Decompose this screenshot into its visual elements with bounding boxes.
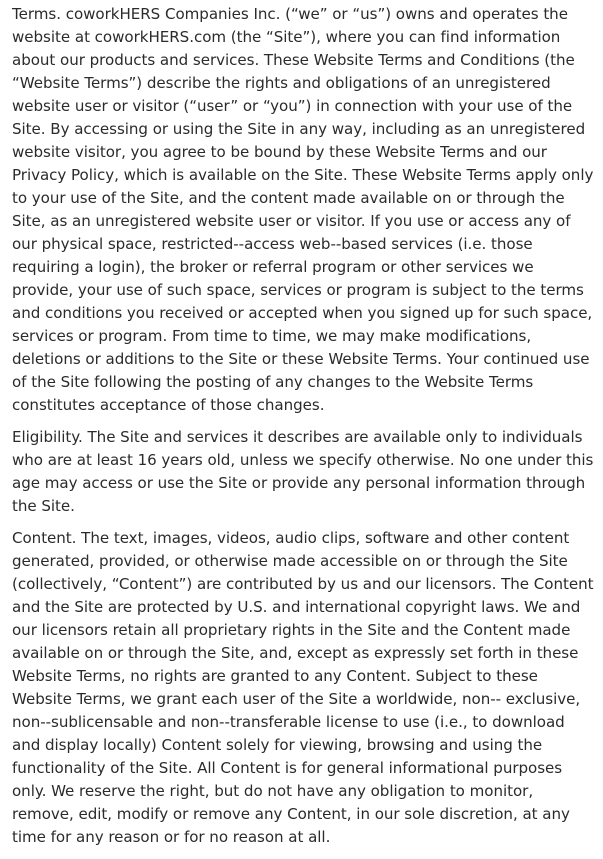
content-paragraph: Content. The text, images, videos, audio clips, software and other content generated, provided, or otherwise made accessible on or through the Site (collectively, “Content”) are contributed by us and our licensors. The Content and the Site are protected by U.S. and international copyright laws. We and our licensors retain all proprietary rights in the Site and the Content made available on or through the Site, and, except as expressly set forth in these Website Terms, no rights are granted to any Content. Subject to these Website Terms, we grant each user of the Site a worldwide, non-- exclusive, non--sublicensable and non--transferable license to use (i.e., to download and display locally) Content solely for viewing, browsing and using the functionality of the Site. All Content is for general informational purposes only. We reserve the right, but do not have any obligation to monitor, remove, edit, modify or remove any Content, in our sole discretion, at any time for any reason or for no reason at all.	[12, 529, 594, 846]
eligibility-paragraph: Eligibility. The Site and services it describes are available only to individuals who are at least 16 years old, unless we specify otherwise. No one under this age may access or use the Site or provide any personal information through the Site.	[12, 428, 594, 515]
terms-paragraph: Terms. coworkHERS Companies Inc. (“we” or “us”) owns and operates the website at coworkHERS.com (the “Site”), where you can find information about our products and services. These Website Terms and Conditions (the “Website Terms”) describe the rights and obligations of an unregistered website user or visitor (“user” or “you”) in connection with your use of the Site. By accessing or using the Site in any way, including as an unregistered website visitor, you agree to be bound by these Website Terms and our Privacy Policy, which is available on the Site. These Website Terms apply only to your use of the Site, and the content made available on or through the Site, as an unregistered website user or visitor. If you use or access any of our physical space, restricted--access web--based services (i.e. those requiring a login), the broker or referral program or other services we provide, your use of such space, services or program is subject to the terms and conditions you received or accepted when you signed up for such space, services or program. From time to time, we may make modifications, deletions or additions to the Site or these Website Terms. Your continued use of the Site following the posting of any changes to the Website Terms constitutes acceptance of those changes.	[12, 5, 594, 414]
